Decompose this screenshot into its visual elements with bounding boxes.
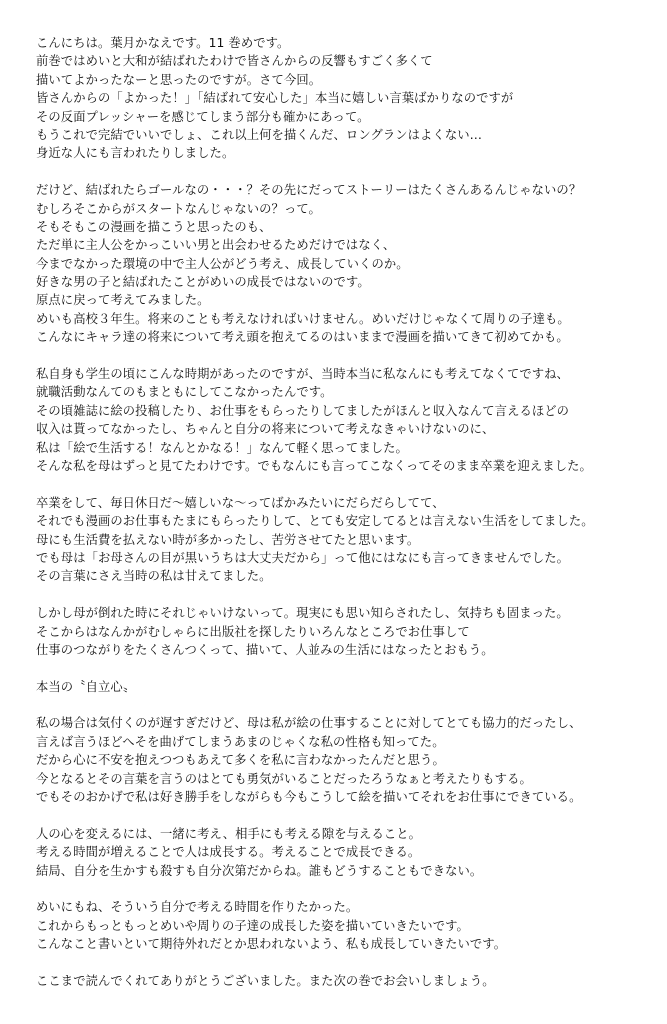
text-line: 収入は貰ってなかったし、ちゃんと自分の将来について考えなきゃいけないのに、 (36, 422, 495, 437)
text-line: その頃雑誌に絵の投稿したり、お仕事をもらったりしてましたがほんと収入なんて言えるほどの (36, 403, 570, 418)
text-line: これからもっともっとめいや周りの子達の成長した姿を描いていきたいです。 (36, 918, 469, 933)
paragraph-gap (36, 880, 661, 898)
text-line: でもそのおかげで私は好き勝手をしながらも今もこうして絵を描いてそれをお仕事にできている。 (36, 790, 582, 805)
text-line: 母にも生活費を払えない時が多かったし、苦労させてたと思います。 (36, 532, 420, 547)
paragraph-gap (36, 475, 661, 493)
text-line: 私は「絵で生活する！なんとかなる！」なんて軽く思ってました。 (36, 440, 408, 455)
text-line: それでも漫画のお仕事もたまにもらったりして、とても安定してるとは言えない生活をしてました。 (36, 514, 594, 529)
paragraph-gap (36, 586, 661, 604)
text-line: 皆さんからの「よかった！」「結ばれて安心した」本当に嬉しい言葉ばかりなのですが (36, 91, 514, 106)
text-line: こんにちは。葉月かなえです。11 巻めです。 (36, 36, 290, 50)
text-line: 考える時間が増えることで人は成長する。考えることで成長できる。 (36, 845, 421, 860)
text-line: ただ単に主人公をかっこいい男と出会わせるためだけではなく、 (36, 238, 396, 253)
text-line: 好きな男の子と結ばれたことがめいの成長ではないのです。 (36, 275, 370, 290)
text-line: 私の場合は気付くのが遅すぎだけど、母は私が絵の仕事することに対してとても協力的だったし、 (36, 716, 582, 731)
text-line: こんなにキャラ達の将来について考え頭を抱えてるのはいままで漫画を描いてきて初めてかも。 (36, 330, 569, 345)
text-line: その反面プレッシャーを感じてしまう部分も確かにあって。 (36, 109, 370, 124)
text-line: でも母は「お母さんの目が黒いうちは大丈夫だから」って他にはなにも言ってきませんでした。 (36, 550, 570, 565)
text-line: 私自身も学生の頃にこんな時期があったのですが、当時本当に私なんにも考えてなくてですね、 (36, 367, 569, 382)
text-line: 仕事のつながりをたくさんつくって、描いて、人並みの生活にはなったとおもう。 (36, 642, 494, 657)
paragraph-gap (36, 806, 661, 824)
paragraph-gap (36, 696, 661, 714)
paragraph-gap (36, 347, 661, 365)
text-line: だけど、結ばれたらゴールなの・・・？その先にだってストーリーはたくさんあるんじゃないの？ (36, 183, 582, 198)
text-line: 就職活動なんてのもまともにしてこなかったんです。 (36, 385, 333, 400)
paragraph-gap (36, 954, 661, 972)
text-line: めいも高校３年生。将来のことも考えなければいけません。めいだけじゃなくて周りの子達も。 (36, 311, 570, 326)
text-line: めいにもね、そういう自分で考える時間を作りたかった。 (36, 900, 359, 915)
afterword-text (36, 34, 661, 990)
text-line: 身近な人にも言われたりしました。 (36, 146, 235, 161)
text-line: もうこれで完結でいいでしょ、これ以上何を描くんだ、ロングランはよくない… (36, 127, 483, 142)
text-line: 人の心を変えるには、一緒に考え、相手にも考える隙を与えること。 (36, 826, 422, 841)
text-line: 言えば言うほどへそを曲げてしまうあまのじゃくな私の性格も知ってた。 (36, 734, 445, 749)
paragraph-gap (36, 163, 661, 181)
text-line: むしろそこからがスタートなんじゃないの？って。 (36, 201, 321, 216)
text-line: 本当の〝自立心〟 (36, 679, 136, 694)
paragraph-gap (36, 659, 661, 677)
text-line: そもそもこの漫画を描こうと思ったのも、 (36, 219, 272, 234)
text-line: だから心に不安を抱えつつもあえて多くを私に言わなかったんだと思う。 (36, 753, 445, 768)
text-line: ここまで読んでくれてありがとうございました。また次の巻でお会いしましょう。 (36, 973, 495, 988)
text-line: 結局、自分を生かすも殺すも自分次第だからね。誰もどうすることもできない。 (36, 863, 483, 878)
text-line: 前巻ではめいと大和が結ばれたわけで皆さんからの反響もすごく多くて (36, 54, 433, 69)
text-line: しかし母が倒れた時にそれじゃいけないって。現実にも思い知らされたし、気持ちも固まった。 (36, 606, 569, 621)
text-line: そんな私を母はずっと見てたわけです。でもなんにも言ってこなくってそのまま卒業を迎えました。 (36, 458, 592, 473)
text-line: 今となるとその言葉を言うのはとても勇気がいることだったろうなぁと考えたりもする。 (36, 771, 532, 786)
text-line: 原点に戻って考えてみました。 (36, 293, 210, 308)
text-line: 卒業をして、毎日休日だ〜嬉しいな〜ってばかみたいにだらだらしてて、 (36, 495, 445, 510)
text-line: 描いてよかったなーと思ったのですが。さて今回。 (36, 72, 322, 87)
text-line: 今までなかった環境の中で主人公がどう考え、成長していくのか。 (36, 256, 409, 271)
text-line: そこからはなんかがむしゃらに出版社を探したりいろんなところでお仕事して (36, 624, 470, 639)
text-line: その言葉にさえ当時の私は甘えてました。 (36, 569, 272, 584)
text-line: こんなこと書いといて期待外れだとか思われないよう、私も成長していきたいです。 (36, 937, 507, 952)
